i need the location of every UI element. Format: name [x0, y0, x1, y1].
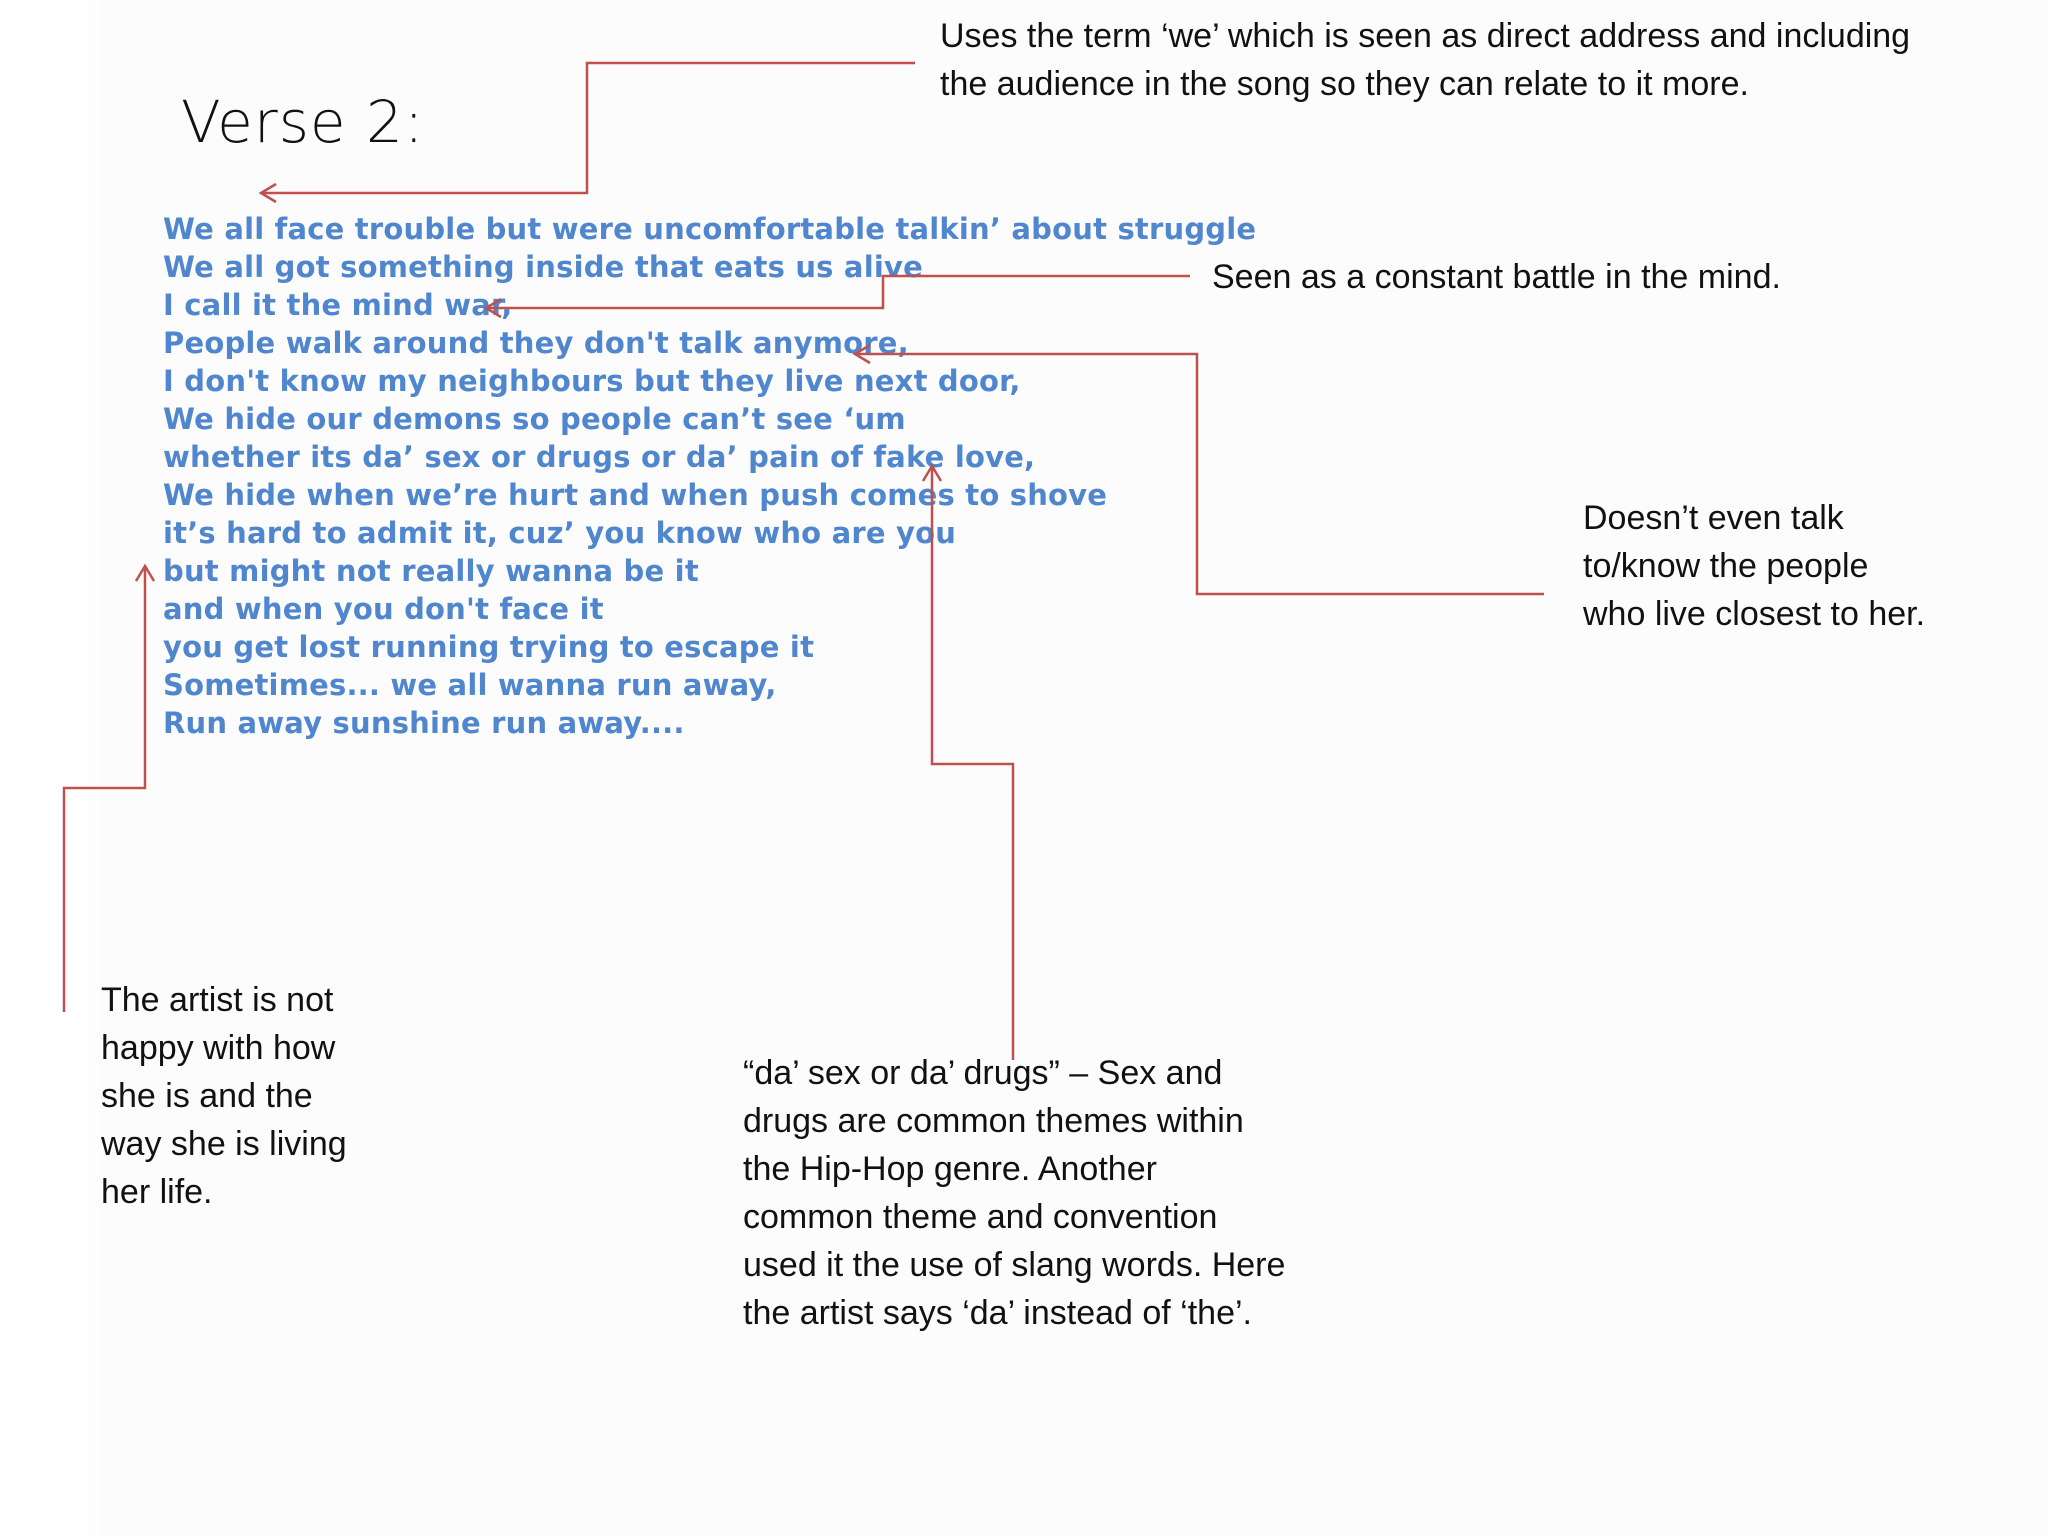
lyric-line: We all got something inside that eats us alive: [163, 250, 923, 284]
lyric-line: Sometimes... we all wanna run away,: [163, 668, 777, 702]
arrow-we-term-connector: [262, 63, 915, 193]
lyric-line: We hide our demons so people can’t see ‘um: [163, 402, 906, 436]
lyric-line: People walk around they don't talk anymore,: [163, 326, 909, 360]
annotation-line: way she is living: [101, 1125, 347, 1163]
lyric-line: I don't know my neighbours but they live next door,: [163, 364, 1021, 398]
annotation-line: Uses the term ‘we’ which is seen as direct address and including: [940, 17, 1911, 55]
annotation-line: who live closest to her.: [1583, 595, 1926, 633]
annotation-line: Doesn’t even talk: [1583, 499, 1844, 537]
annotation-line: her life.: [101, 1173, 213, 1211]
annotation-line: Seen as a constant battle in the mind.: [1212, 258, 1781, 296]
lyric-line: but might not really wanna be it: [163, 554, 699, 588]
arrow-slang-connector: [932, 467, 1013, 1060]
arrow-mind-war-connector: [487, 276, 1190, 308]
annotation-line: common theme and convention: [743, 1198, 1218, 1236]
arrow-artist-unhappy-connector: [64, 567, 145, 1012]
lyric-line: We all face trouble but were uncomfortable talkin’ about struggle: [163, 212, 1257, 246]
annotation-line: used it the use of slang words. Here: [743, 1246, 1286, 1284]
annotation-line: she is and the: [101, 1077, 313, 1115]
lyric-line: I call it the mind war,: [163, 288, 513, 322]
annotation-line: the audience in the song so they can relate to it more.: [940, 65, 1749, 103]
annotation-line: The artist is not: [101, 981, 334, 1019]
lyric-line: you get lost running trying to escape it: [163, 630, 815, 664]
annotation-line: to/know the people: [1583, 547, 1869, 585]
lyric-line: it’s hard to admit it, cuz’ you know who are you: [163, 516, 957, 550]
lyric-line: whether its da’ sex or drugs or da’ pain of fake love,: [163, 440, 1036, 474]
slide-title: Verse 2:: [181, 88, 425, 156]
lyric-line: We hide when we’re hurt and when push comes to shove: [163, 478, 1108, 512]
arrow-neighbours-connector: [856, 354, 1544, 594]
annotation-line: drugs are common themes within: [743, 1102, 1244, 1140]
lyric-line: and when you don't face it: [163, 592, 604, 626]
annotation-line: “da’ sex or da’ drugs” – Sex and: [743, 1054, 1223, 1092]
annotation-line: the Hip-Hop genre. Another: [743, 1150, 1157, 1188]
annotation-line: the artist says ‘da’ instead of ‘the’.: [743, 1294, 1253, 1332]
lyric-line: Run away sunshine run away....: [163, 706, 685, 740]
annotation-line: happy with how: [101, 1029, 336, 1067]
